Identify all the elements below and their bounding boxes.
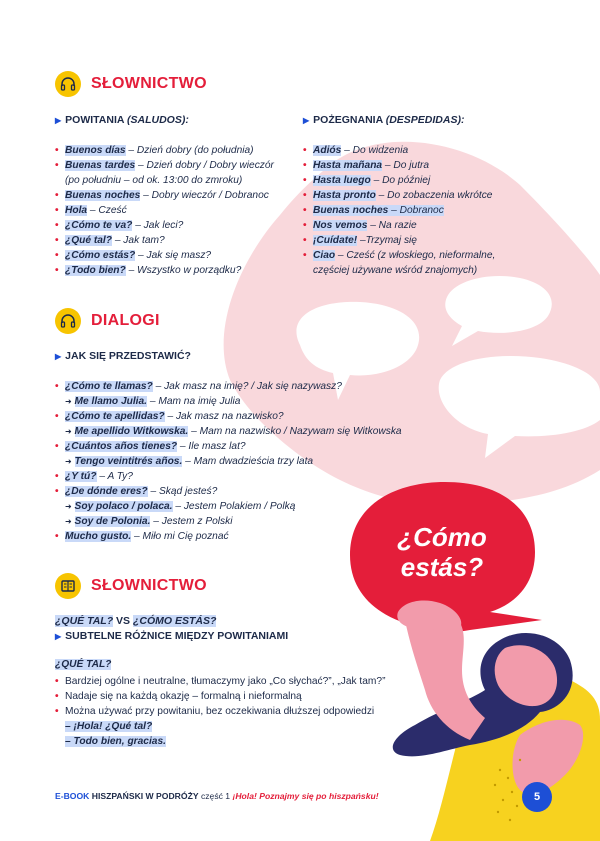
triangle-bullet-icon: ▶	[303, 116, 310, 125]
triangle-bullet-icon: ▶	[55, 116, 62, 125]
comparison-title: ¿QUÉ TAL? VS ¿CÓMO ESTÁS?	[55, 615, 217, 627]
list-item: • ¿De dónde eres? – Skąd jesteś? ➜ Soy polaco / polaca. – Jestem Polakiem / Polką ➜ Soy de Polonia. – Jestem z Polski	[55, 484, 475, 529]
headphones-icon	[55, 308, 81, 334]
list-item: • ¿Cómo estás? – Jak się masz?	[55, 248, 300, 263]
arrow-icon: ➜	[65, 457, 72, 466]
greetings-list	[55, 143, 300, 278]
farewells-list	[303, 143, 543, 278]
section-header-vocabulary-2	[55, 573, 207, 599]
list-item: • Nos vemos – Na razie	[303, 218, 543, 233]
list-item: • Bardziej ogólne i neutralne, tłumaczymy jako „Co słychać?”, „Jak tam?”	[55, 674, 435, 689]
list-item: • ¿Cómo te va? – Jak leci?	[55, 218, 300, 233]
dialogue-list	[55, 379, 475, 544]
section-header-dialogues	[55, 308, 160, 334]
list-item: • ¿Todo bien? – Wszystko w porządku?	[55, 263, 300, 278]
arrow-icon: ➜	[65, 517, 72, 526]
triangle-bullet-icon: ▶	[55, 632, 62, 641]
greetings-heading: ▶ POWITANIA (SALUDOS):	[55, 114, 189, 126]
list-item: • ¡Cuídate! –Trzymaj się	[303, 233, 543, 248]
list-item: • Adiós – Do widzenia	[303, 143, 543, 158]
differences-heading: ▶ SUBTELNE RÓŻNICE MIĘDZY POWITANIAMI	[55, 630, 289, 642]
list-item: • Buenas noches – Dobranoc	[303, 203, 543, 218]
farewells-heading: ▶ POŻEGNANIA (DESPEDIDAS):	[303, 114, 465, 126]
section-title: DIALOGI	[91, 312, 160, 329]
book-icon	[55, 573, 81, 599]
list-item: • Buenas noches – Dobry wieczór / Dobranoc	[55, 188, 300, 203]
arrow-icon: ➜	[65, 397, 72, 406]
que-tal-subtitle: ¿QUÉ TAL?	[55, 659, 112, 670]
introduce-heading: ▶ JAK SIĘ PRZEDSTAWIĆ?	[55, 350, 191, 362]
list-item: • Hola – Cześć	[55, 203, 300, 218]
list-item: • Hasta pronto – Do zobaczenia wkrótce	[303, 188, 543, 203]
footer: E-BOOK HISZPAŃSKI W PODRÓŻY część 1 ¡Hola! Poznajmy się po hiszpańsku!	[55, 791, 379, 801]
page-number: 5	[522, 782, 552, 812]
list-item: • Hasta mañana – Do jutra	[303, 158, 543, 173]
differences-list	[55, 674, 435, 749]
list-item: • ¿Y tú? – A Ty?	[55, 469, 475, 484]
list-item: • Hasta luego – Do później	[303, 173, 543, 188]
headphones-icon	[55, 71, 81, 97]
list-item: • ¿Qué tal? – Jak tam?	[55, 233, 300, 248]
arrow-icon: ➜	[65, 427, 72, 436]
triangle-bullet-icon: ▶	[55, 352, 62, 361]
list-item: • Nadaje się na każdą okazję – formalną i nieformalną	[55, 689, 435, 704]
list-item: • Buenos días – Dzień dobry (do południa)	[55, 143, 300, 158]
list-item: • Ciao – Cześć (z włoskiego, nieformalne, częściej używane wśród znajomych)	[303, 248, 543, 278]
section-title: SŁOWNICTWO	[91, 577, 207, 594]
list-item: • Buenas tardes – Dzień dobry / Dobry wieczór (po południu – od ok. 13:00 do zmroku)	[55, 158, 300, 188]
list-item: • ¿Cuántos años tienes? – Ile masz lat? ➜ Tengo veintitrés años. – Mam dwadzieścia trzy lata	[55, 439, 475, 469]
section-title: SŁOWNICTWO	[91, 75, 207, 92]
list-item: • ¿Cómo te apellidas? – Jak masz na nazwisko? ➜ Me apellido Witkowska. – Mam na nazwisko / Nazywam się Witkowska	[55, 409, 475, 439]
bubble-text: ¿Cómo estás?	[397, 522, 487, 582]
section-header-vocabulary	[55, 71, 207, 97]
list-item: • Można używać przy powitaniu, bez oczekiwania dłuższej odpowiedzi – ¡Hola! ¿Qué tal? – Todo bien, gracias.	[55, 704, 435, 749]
arrow-icon: ➜	[65, 502, 72, 511]
list-item: • ¿Cómo te llamas? – Jak masz na imię? / Jak się nazywasz? ➜ Me llamo Julia. – Mam na imię Julia	[55, 379, 475, 409]
list-item: • Mucho gusto. – Miło mi Cię poznać	[55, 529, 475, 544]
